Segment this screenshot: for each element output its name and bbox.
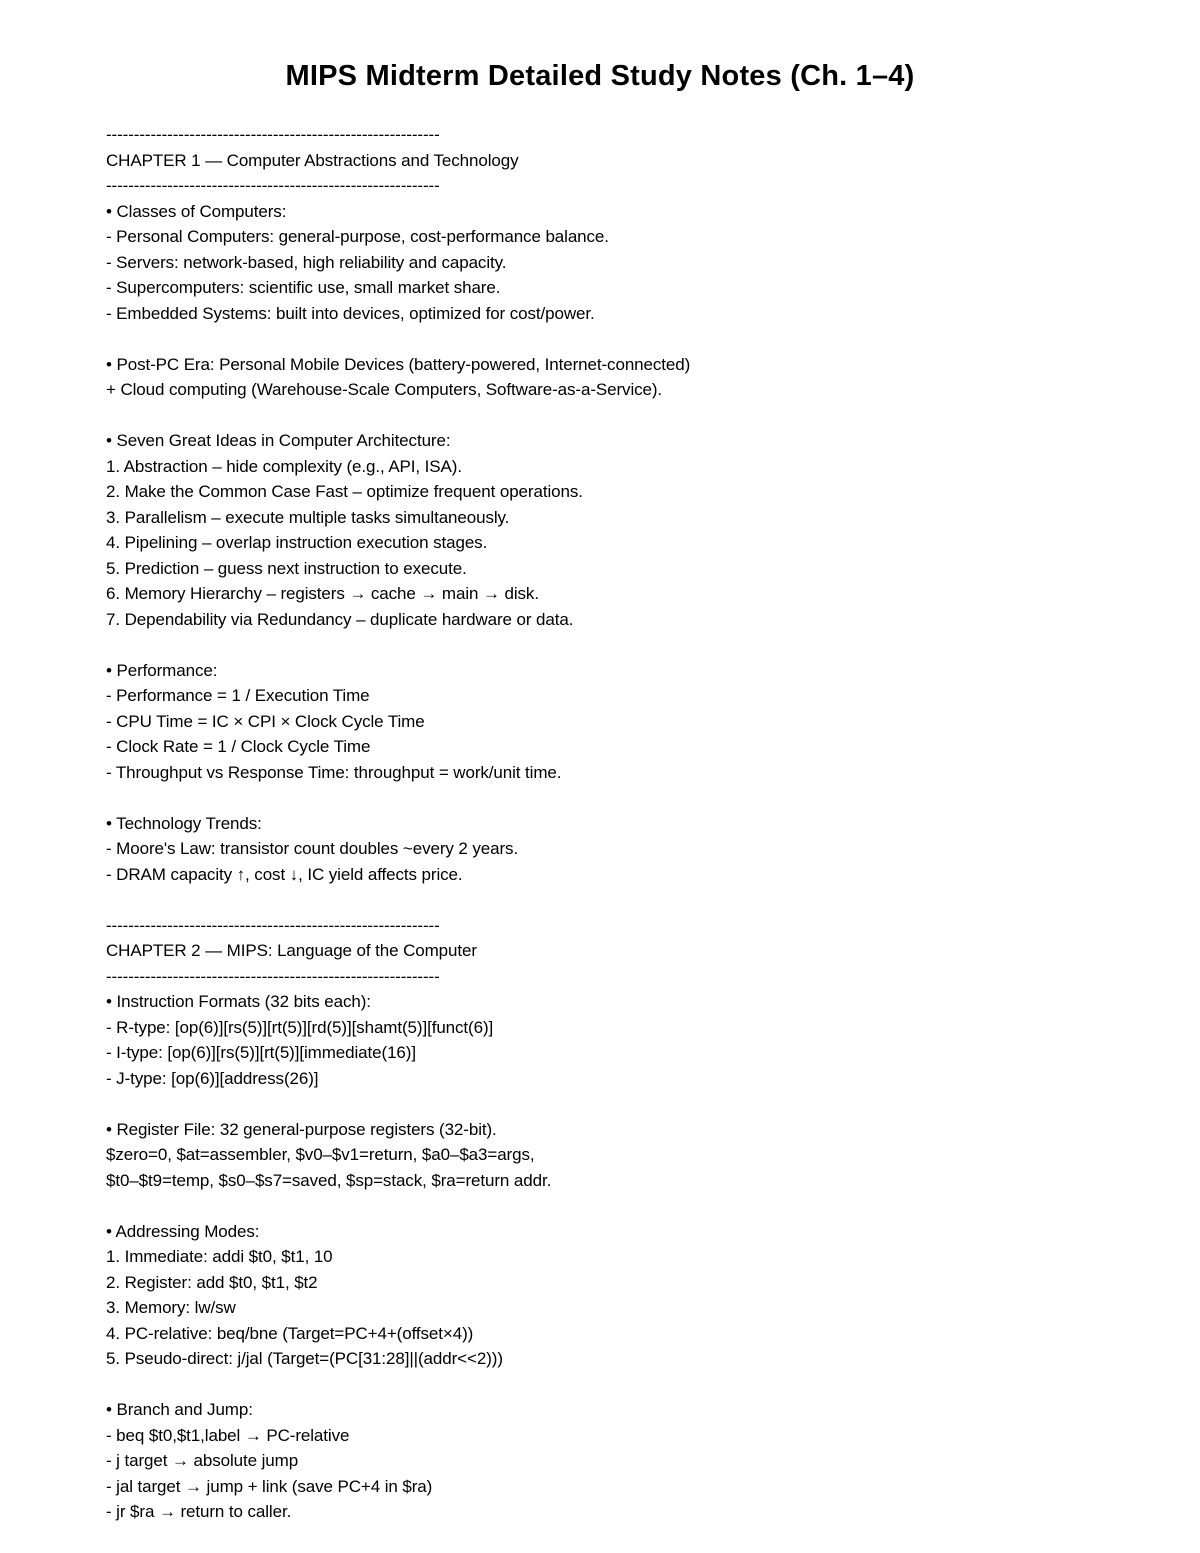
- bullet-item: - R-type: [op(6)][rs(5)][rt(5)][rd(5)][shamt(5)][funct(6)]: [106, 1017, 494, 1037]
- numbered-item: 1. Immediate: addi $t0, $t1, 10: [106, 1247, 333, 1266]
- section-heading: • Classes of Computers:: [106, 201, 287, 221]
- bullet-item: - beq $t0,$t1,label → PC-relative: [106, 1425, 350, 1445]
- bullet-item: - jal target → jump + link (save PC+4 in $ra): [106, 1476, 433, 1496]
- blank-line: [106, 403, 1166, 429]
- numbered-item: 2. Make the Common Case Fast – optimize frequent operations.: [106, 482, 583, 501]
- section-heading: • Register File: 32 general-purpose registers (32-bit).: [106, 1119, 497, 1139]
- bullet-item: - Throughput vs Response Time: throughput = work/unit time.: [106, 762, 562, 782]
- bullet-item: - DRAM capacity ↑, cost ↓, IC yield affects price.: [106, 864, 463, 884]
- document-body: [106, 122, 1166, 1525]
- numbered-item: 2. Register: add $t0, $t1, $t2: [106, 1272, 318, 1292]
- bullet-item: - Supercomputers: scientific use, small market share.: [106, 278, 501, 297]
- blank-line: [106, 887, 1166, 913]
- section-heading: • Branch and Jump:: [106, 1400, 253, 1419]
- chapter-heading: CHAPTER 2 — MIPS: Language of the Computer: [106, 941, 477, 960]
- bullet-item: - Personal Computers: general-purpose, cost-performance balance.: [106, 227, 609, 246]
- text-line: $zero=0, $at=assembler, $v0–$v1=return, $a0–$a3=args,: [106, 1145, 535, 1164]
- bullet-item: - Moore's Law: transistor count doubles ~every 2 years.: [106, 839, 519, 858]
- bullet-item: - CPU Time = IC × CPI × Clock Cycle Time: [106, 711, 425, 731]
- bullet-item: - J-type: [op(6)][address(26)]: [106, 1068, 319, 1088]
- chapter-heading: CHAPTER 1 — Computer Abstractions and Technology: [106, 150, 519, 170]
- numbered-item: 3. Memory: lw/sw: [106, 1298, 236, 1317]
- blank-line: [106, 785, 1166, 811]
- bullet-item: - Clock Rate = 1 / Clock Cycle Time: [106, 737, 371, 756]
- blank-line: [106, 1372, 1166, 1398]
- numbered-item: 4. Pipelining – overlap instruction execution stages.: [106, 533, 488, 552]
- numbered-item: 4. PC-relative: beq/bne (Target=PC+4+(offset×4)): [106, 1323, 474, 1343]
- text-line: + Cloud computing (Warehouse-Scale Computers, Software-as-a-Service).: [106, 380, 663, 399]
- separator-line: ------------------------------------------------------------: [106, 966, 440, 986]
- numbered-item: 3. Parallelism – execute multiple tasks simultaneously.: [106, 507, 510, 527]
- section-heading: • Performance:: [106, 660, 218, 680]
- bullet-item: - Servers: network-based, high reliability and capacity.: [106, 252, 507, 272]
- separator-line: ------------------------------------------------------------: [106, 915, 440, 935]
- numbered-item: 6. Memory Hierarchy – registers → cache → main → disk.: [106, 584, 539, 603]
- section-heading: • Addressing Modes:: [106, 1221, 260, 1241]
- numbered-item: 7. Dependability via Redundancy – duplicate hardware or data.: [106, 609, 574, 629]
- section-heading: • Post-PC Era: Personal Mobile Devices (battery-powered, Internet-connected): [106, 354, 691, 374]
- separator-line: ------------------------------------------------------------: [106, 176, 440, 195]
- numbered-item: 5. Pseudo-direct: j/jal (Target=(PC[31:28]||(addr<<2))): [106, 1349, 503, 1368]
- numbered-item: 5. Prediction – guess next instruction to execute.: [106, 558, 467, 578]
- section-heading: • Instruction Formats (32 bits each):: [106, 992, 371, 1011]
- blank-line: [106, 1193, 1166, 1219]
- bullet-item: - j target → absolute jump: [106, 1451, 299, 1470]
- section-heading: • Technology Trends:: [106, 813, 262, 833]
- bullet-item: - I-type: [op(6)][rs(5)][rt(5)][immediate(16)]: [106, 1043, 416, 1062]
- bullet-item: - jr $ra → return to caller.: [106, 1502, 292, 1521]
- numbered-item: 1. Abstraction – hide complexity (e.g., API, ISA).: [106, 456, 462, 476]
- section-heading: • Seven Great Ideas in Computer Architecture:: [106, 431, 451, 450]
- bullet-item: - Embedded Systems: built into devices, optimized for cost/power.: [106, 303, 595, 323]
- blank-line: [106, 1091, 1166, 1117]
- blank-line: [106, 326, 1166, 352]
- document-title: MIPS Midterm Detailed Study Notes (Ch. 1–4): [285, 60, 915, 92]
- bullet-item: - Performance = 1 / Execution Time: [106, 686, 370, 705]
- text-line: $t0–$t9=temp, $s0–$s7=saved, $sp=stack, $ra=return addr.: [106, 1170, 552, 1190]
- separator-line: ------------------------------------------------------------: [106, 125, 440, 144]
- blank-line: [106, 632, 1166, 658]
